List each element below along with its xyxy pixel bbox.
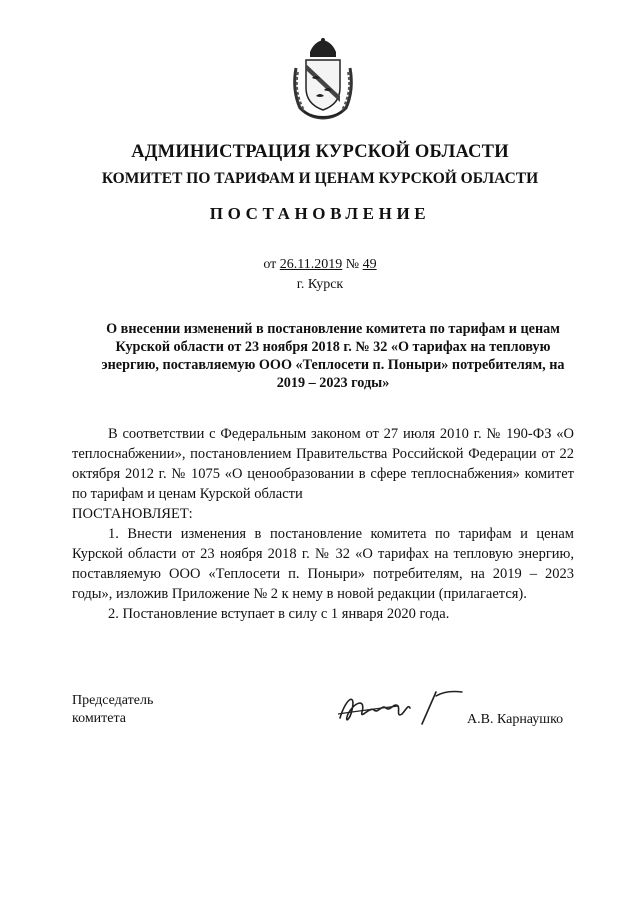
item-1-paragraph: 1. Внести изменения в постановление комитета по тарифам и ценам Курской области от 23 ноября 2018 г. № 32 «О тарифах на тепловую энергию, поставляемую ООО «Теплосети п. Поныри» потребителям, на 2019 – 2023 годы», изложив Приложение № 2 к нему в новой редакции (прилагается). (72, 526, 574, 602)
document-city: г. Курск (296, 277, 344, 292)
document-number: 49 (362, 257, 377, 272)
organization-title: АДМИНИСТРАЦИЯ КУРСКОЙ ОБЛАСТИ (131, 142, 509, 162)
date-prefix: от (263, 257, 277, 272)
signer-name: А.В. Карнаушко (467, 712, 564, 727)
preamble-paragraph: В соответствии с Федеральным законом от 27 июля 2010 г. № 190-ФЗ «О теплоснабжении», постановлением Правительства Российской Федерации от 22 октября 2012 г. № 1075 «О ценообразовании в сфере теплоснабжения» комитет по тарифам и ценам Курской области (72, 426, 574, 502)
committee-title: КОМИТЕТ ПО ТАРИФАМ И ЦЕНАМ КУРСКОЙ ОБЛАСТИ (101, 170, 539, 187)
signer-position-line2: комитета (72, 711, 127, 726)
date-number-line (0, 257, 640, 273)
document-date: 26.11.2019 (279, 257, 343, 272)
signer-position-line1: Председатель (72, 693, 154, 708)
handwritten-signature (336, 684, 466, 734)
document-body (72, 424, 574, 624)
decree-word: ПОСТАНОВЛЯЕТ: (72, 506, 193, 522)
item-2-paragraph: 2. Постановление вступает в силу с 1 января 2020 года. (108, 606, 450, 622)
signer-position (72, 692, 153, 728)
document-type-title: ПОСТАНОВЛЕНИЕ (209, 204, 431, 223)
coat-of-arms-icon (290, 38, 356, 120)
number-sign: № (345, 257, 360, 272)
document-subject: О внесении изменений в постановление комитета по тарифам и ценам Курской области от 23 ноября 2018 г. № 32 «О тарифах на тепловую энергию, поставляемую ООО «Теплосети п. Поныри» потребителям, на 2019 – 2023 годы» (101, 321, 565, 391)
